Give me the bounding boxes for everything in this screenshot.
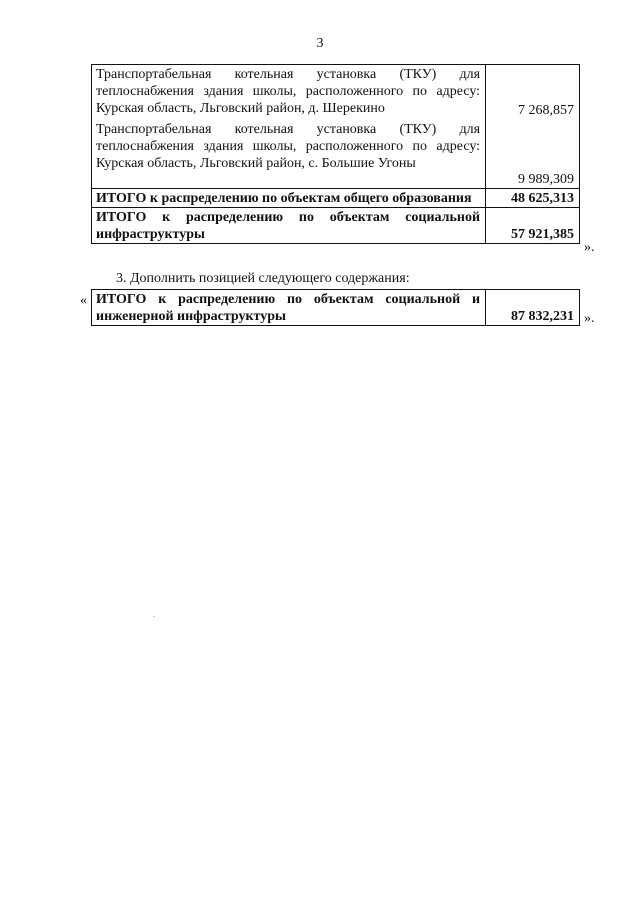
row-spacer xyxy=(96,117,480,121)
description-text: Транспортабельная котельная установка (ТКУ) для теплоснабжения здания школы, расположенного по адресу: Курская область, Льговский район, д. Шерекино xyxy=(96,67,481,116)
row-value: 87 832,231 xyxy=(486,290,580,326)
table-row xyxy=(92,290,580,326)
amendment-table xyxy=(91,289,580,326)
row-values xyxy=(486,65,580,189)
row-value: 48 625,313 xyxy=(486,189,580,208)
description-text: Транспортабельная котельная установка (ТКУ) для теплоснабжения здания школы, расположенного по адресу: Курская область, Льговский район, с. Большие Угоны xyxy=(96,122,481,171)
page-number: 3 xyxy=(316,36,324,51)
closing-quote: ». xyxy=(584,240,595,255)
table-row xyxy=(92,65,580,189)
row-value: 7 268,857 xyxy=(518,103,574,118)
opening-quote: « xyxy=(80,293,87,308)
row-description: ИТОГО к распределению по объектам социальной инфраструктуры xyxy=(92,208,486,244)
row-value: 9 989,309 xyxy=(518,172,574,187)
row-description xyxy=(92,65,486,189)
scan-speck xyxy=(153,616,155,617)
closing-quote: ». xyxy=(584,311,595,326)
row-description: ИТОГО к распределению по объектам общего образования xyxy=(92,189,486,208)
allocation-table xyxy=(91,64,580,244)
table-row xyxy=(92,208,580,244)
row-description: ИТОГО к распределению по объектам социальной и инженерной инфраструктуры xyxy=(92,290,486,326)
table-row xyxy=(92,189,580,208)
amendment-text: 3. Дополнить позицией следующего содержания: xyxy=(116,271,410,286)
row-value: 57 921,385 xyxy=(486,208,580,244)
